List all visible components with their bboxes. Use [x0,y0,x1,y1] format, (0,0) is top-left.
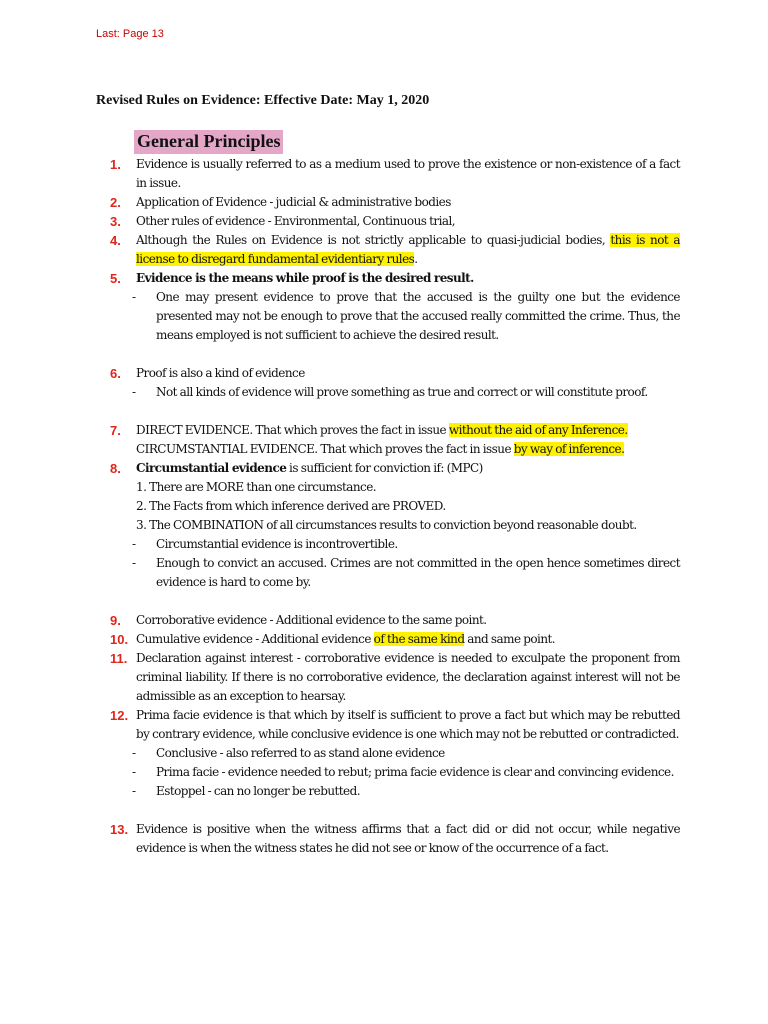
requirement-line: 2. The Facts from which inference derived are PROVED. [136,499,446,513]
item-text: Evidence is positive when the witness affirms that a fact did or did not occur, while negative evidence is when the witness states he did not see or know of the occurrence of a fact. [136,822,680,855]
item-text: Application of Evidence - judicial & administrative bodies [136,195,451,209]
item-number: 12. [110,708,129,723]
list-item [110,364,680,383]
item-number: 5. [110,271,121,286]
highlighted-text: of the same kind [373,632,465,646]
document-title: Revised Rules on Evidence: Effective Date: May 1, 2020 [96,93,430,108]
list-item [110,421,680,459]
requirement-line: 3. The COMBINATION of all circumstances results to conviction beyond reasonable doubt. [136,518,637,532]
sub-point [110,763,680,782]
item-number: 6. [110,366,121,381]
item-number: 11. [110,651,128,666]
item-text: Cumulative evidence - Additional evidence [136,632,374,646]
list-item [110,649,680,706]
sub-point-text: Enough to convict an accused. Crimes are not committed in the open hence sometimes direct evidence is hard to come by. [156,556,680,589]
list-item [110,269,680,288]
sub-point-text: Conclusive - also referred to as stand alone evidence [156,746,445,760]
sub-point-text: One may present evidence to prove that the accused is the guilty one but the evidence presented may not be enough to prove that the accused really committed the crime. Thus, the means employed is not sufficient to achieve the desired result. [156,290,680,342]
sub-point [110,535,680,554]
list-item [110,611,680,630]
sub-point-text: Not all kinds of evidence will prove something as true and correct or will constitute proof. [156,385,648,399]
dash-bullet: - [132,537,136,551]
sub-point [110,782,680,801]
list-item [110,820,680,858]
item-text: DIRECT EVIDENCE. That which proves the fact in issue [136,423,449,437]
dash-bullet: - [132,556,136,570]
item-text-bold: Circumstantial evidence [136,461,287,475]
highlighted-text: by way of inference. [513,442,625,456]
item-text-end: . [414,252,418,266]
item-text: Proof is also a kind of evidence [136,366,305,380]
sub-point-text: Estoppel - can no longer be rebutted. [156,784,361,798]
highlighted-text: without the aid of any Inference. [448,423,628,437]
item-text: Evidence is the means while proof is the desired result. [136,271,474,285]
item-text: Other rules of evidence - Environmental, Continuous trial, [136,214,456,228]
item-text: Corroborative evidence - Additional evidence to the same point. [136,613,487,627]
list-item [110,706,680,744]
item-number: 8. [110,461,121,476]
item-number: 10. [110,632,129,647]
item-text: is sufficient for conviction if: (MPC) [286,461,483,475]
principles-list [110,155,680,858]
item-text: Although the Rules on Evidence is not strictly applicable to quasi-judicial bodies, [136,233,611,247]
item-text: Declaration against interest - corroborative evidence is needed to exculpate the proponent from criminal liability. If there is no corroborative evidence, the declaration against interest will not be admissible as an exception to hearsay. [136,651,680,703]
sub-point [110,554,680,592]
list-item [110,459,680,478]
requirement-line: 1. There are MORE than one circumstance. [136,480,377,494]
sub-point [110,288,680,345]
sub-point [110,744,680,763]
item-text: Evidence is usually referred to as a medium used to prove the existence or non-existence of a fact in issue. [136,157,680,190]
item-number: 3. [110,214,121,229]
item-number: 7. [110,423,121,438]
item-number: 2. [110,195,121,210]
list-item [110,630,680,649]
section-heading: General Principles [134,130,283,154]
item-text: CIRCUMSTANTIAL EVIDENCE. That which proves the fact in issue [136,442,514,456]
item-number: 4. [110,233,121,248]
dash-bullet: - [132,385,136,399]
list-item [110,231,680,269]
list-item [110,212,680,231]
item-number: 1. [110,157,121,172]
highlighted-text: this is not a license to disregard fundamental evidentiary rules [136,233,680,266]
sub-point [110,383,680,402]
sub-point-text: Circumstantial evidence is incontrovertible. [156,537,398,551]
dash-bullet: - [132,784,136,798]
sub-point-text: Prima facie - evidence needed to rebut; prima facie evidence is clear and convincing evidence. [156,765,674,779]
dash-bullet: - [132,765,136,779]
header-note: Last: Page 13 [96,28,164,40]
dash-bullet: - [132,746,136,760]
item-text: Prima facie evidence is that which by itself is sufficient to prove a fact but which may be rebutted by contrary evidence, while conclusive evidence is one which may not be rebutted or contradicted. [136,708,680,741]
list-item [110,193,680,212]
item-number: 13. [110,822,129,837]
item-text-end: and same point. [464,632,556,646]
item-number: 9. [110,613,121,628]
list-item [110,155,680,193]
dash-bullet: - [132,290,136,304]
